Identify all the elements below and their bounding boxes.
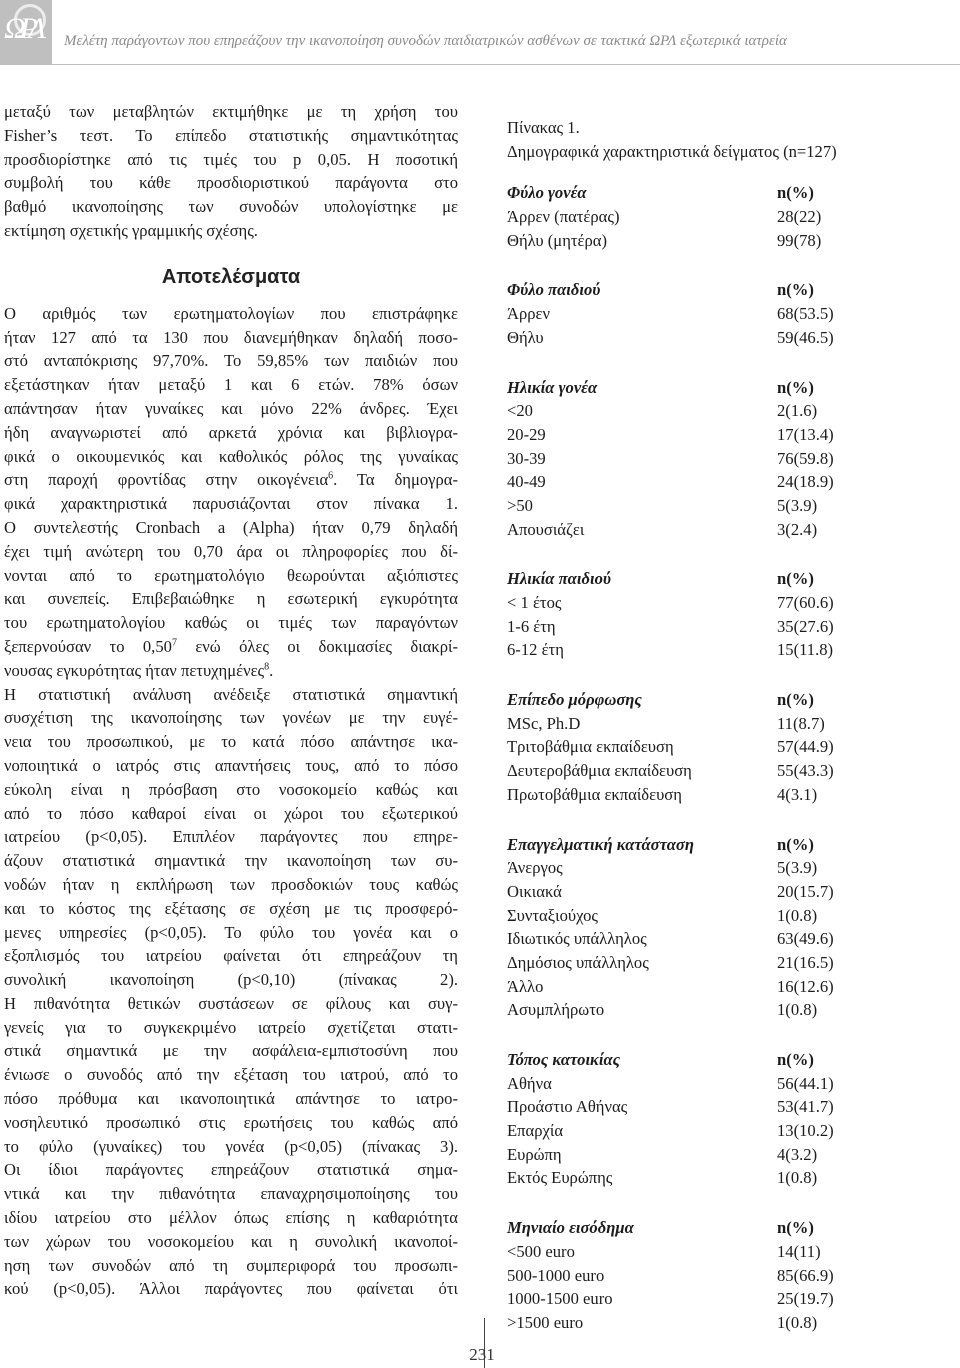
- results-paragraph: [4, 302, 458, 469]
- section-heading-results: Αποτελέσματα: [161, 265, 301, 288]
- running-title: Μελέτη παράγοντων που επηρεάζουν την ικανοποίηση συνοδών παιδιατρικών ασθένων σε τακτικά ΩΡΛ εξωτερικά ιατρεία: [64, 33, 787, 49]
- table-row: [507, 518, 957, 542]
- row-value: 5(3.9): [777, 495, 818, 515]
- text-line: εκτίμηση σχετικής γραμμικής σχέσης.: [4, 220, 258, 240]
- text-line: [4, 659, 458, 683]
- table-row: [507, 1166, 957, 1190]
- row-label: 6-12 έτη: [507, 640, 564, 660]
- table-group: [507, 278, 957, 349]
- table-body: [507, 181, 957, 1334]
- text-line: των χώρων του νοσοκομείου και η συνολική ικανοποί-: [4, 1231, 458, 1251]
- group-unit: n(%): [777, 1050, 814, 1070]
- row-value: 68(53.5): [777, 304, 834, 324]
- text-line: το φύλο (γυναίκες) του γονέα (p<0,05) (πίνακας 3).: [4, 1136, 458, 1156]
- group-unit: n(%): [777, 280, 814, 300]
- text-line: [4, 468, 458, 492]
- row-label: Αθήνα: [507, 1073, 552, 1093]
- journal-logo: [0, 0, 52, 64]
- row-label: <20: [507, 401, 533, 421]
- table-row: [507, 856, 957, 880]
- table-group-header: [507, 181, 957, 205]
- table-row: [507, 638, 957, 662]
- table-row: [507, 975, 957, 999]
- text-line: ένιωσε ο συνοδός από την εξέταση του ιατρού, από το: [4, 1065, 458, 1085]
- text-line: συμβολή του κάθε προσδιοριστικού παράγοντα στο: [4, 173, 458, 193]
- table-group-header: [507, 278, 957, 302]
- row-label: Ιδιωτικός υπάλληλος: [507, 929, 647, 949]
- table-group-header: [507, 376, 957, 400]
- row-label: Εκτός Ευρώπης: [507, 1168, 613, 1188]
- table-row: [507, 302, 957, 326]
- group-heading: Ηλικία παιδιού: [507, 569, 611, 589]
- text-line: ηση των συνοδών από τη συμπεριφορά του προσωπι-: [4, 1255, 458, 1275]
- text-line: Οι ίδιοι παράγοντες επηρεάζουν στατιστικά σημα-: [4, 1160, 458, 1180]
- row-label: MSc, Ph.D: [507, 713, 581, 733]
- text-line: ντικά και την πιθανότητα επαναχρησιμοποίησης του: [4, 1184, 458, 1204]
- row-value: 4(3.2): [777, 1144, 818, 1164]
- text-line: γενείς για το συγκεκριμένο ιατρείο σχετίζεται στατι-: [4, 1017, 458, 1037]
- text-line: νοποιητικά ο ιατρός στις απαντήσεις τους, από το πόσο: [4, 755, 458, 775]
- text-span: . Τα δημογρα-: [333, 470, 458, 490]
- results-paragraph: [4, 492, 458, 635]
- row-label: Επαρχία: [507, 1121, 564, 1141]
- row-value: 77(60.6): [777, 593, 834, 613]
- row-value: 28(22): [777, 207, 822, 227]
- group-unit: n(%): [777, 183, 814, 203]
- table-group-header: [507, 567, 957, 591]
- table-group: [507, 1216, 957, 1334]
- row-value: 13(10.2): [777, 1121, 834, 1141]
- row-value: 1(0.8): [777, 1312, 818, 1332]
- text-line: [4, 635, 458, 659]
- row-value: 17(13.4): [777, 424, 834, 444]
- text-line: συνολική ικανοποίηση (p<0,10) (πίνακας 2).: [4, 970, 458, 990]
- group-heading: Φύλο παιδιού: [507, 280, 601, 300]
- text-line: βαθμό ικανοποίησης των συνοδών υπολογίστηκε με: [4, 197, 458, 217]
- text-line: και το κόστος της εξέτασης σε σχέση με τις προσφερό-: [4, 898, 458, 918]
- group-heading: Επίπεδο μόρφωσης: [507, 690, 642, 710]
- table-row: [507, 229, 957, 253]
- intro-paragraph: [4, 100, 458, 243]
- group-unit: n(%): [777, 690, 814, 710]
- row-label: 30-39: [507, 448, 546, 468]
- group-unit: n(%): [777, 834, 814, 854]
- row-value: 1(0.8): [777, 905, 818, 925]
- text-line: του ερωτηματολογίου καθώς οι τιμές των παραγόντων: [4, 613, 458, 633]
- text-line: νοσηλευτικό προσωπικό στις ερωτήσεις του καθώς από: [4, 1112, 458, 1132]
- group-heading: Τόπος κατοικίας: [507, 1050, 621, 1070]
- group-unit: n(%): [777, 569, 814, 589]
- group-unit: n(%): [777, 377, 814, 397]
- text-line: εξοπλισμός του ιατρείου φαίνεται ότι επηρεάζουν τη: [4, 946, 458, 966]
- row-label: 500-1000 euro: [507, 1265, 605, 1285]
- table-row: [507, 951, 957, 975]
- text-line: από το πόσο καθαροί είναι οι χώροι του εξωτερικού: [4, 803, 458, 823]
- citation-ref: 7: [171, 637, 177, 649]
- text-line: Ο αριθμός των ερωτηματολογίων που επιστράφηκε: [4, 303, 458, 323]
- text-line: μεταξύ των μεταβλητών εκτιμήθηκε με τη χρήση του: [4, 102, 458, 121]
- row-value: 14(11): [777, 1241, 821, 1261]
- row-value: 53(41.7): [777, 1097, 834, 1117]
- row-label: >50: [507, 495, 533, 515]
- table-row: [507, 880, 957, 904]
- table-row: [507, 783, 957, 807]
- text-line: Η πιθανότητα θετικών συστάσεων σε φίλους και συγ-: [4, 993, 458, 1013]
- table-row: [507, 735, 957, 759]
- text-line: Η στατιστική ανάλυση ανέδειξε στατιστικά σημαντική: [4, 684, 458, 704]
- row-value: 35(27.6): [777, 616, 834, 636]
- row-label: Απουσιάζει: [507, 519, 585, 539]
- row-label: Θήλυ (μητέρα): [507, 230, 608, 250]
- table-row: [507, 712, 957, 736]
- row-value: 11(8.7): [777, 713, 825, 733]
- row-value: 25(19.7): [777, 1289, 834, 1309]
- body-text-column: [4, 100, 458, 1301]
- row-label: 1000-1500 euro: [507, 1289, 613, 1309]
- text-line: άζουν στατιστικά σημαντικά την ικανοποίηση των συ-: [4, 851, 458, 871]
- table-row: [507, 759, 957, 783]
- group-heading: Ηλικία γονέα: [507, 377, 598, 397]
- text-line: στικά σημαντικά με την ασφάλεια-εμπιστοσύνη που: [4, 1041, 458, 1061]
- row-label: Θήλυ: [507, 327, 544, 347]
- row-value: 2(1.6): [777, 401, 818, 421]
- row-value: 4(3.1): [777, 784, 818, 804]
- text-line: ιδίου ιατρείου στο μέλλον όπως επίσης η καθαριότητα: [4, 1208, 458, 1228]
- table-group: [507, 181, 957, 252]
- table-row: [507, 1264, 957, 1288]
- text-line: εύκολη είναι η πρόσβαση στο νοσοκομείο καθώς και: [4, 779, 458, 799]
- demographics-table: [507, 116, 957, 1335]
- table-group-header: [507, 833, 957, 857]
- text-line: προσδιορίστηκε από τις τιμές του p 0,05. Η ποσοτική: [4, 149, 458, 169]
- table-row: [507, 591, 957, 615]
- row-value: 1(0.8): [777, 1000, 818, 1020]
- running-header: [0, 0, 960, 88]
- table-row: [507, 1095, 957, 1119]
- row-label: Άλλο: [507, 976, 544, 996]
- table-group: [507, 833, 957, 1023]
- page-number: 231: [469, 1345, 495, 1364]
- table-row: [507, 927, 957, 951]
- table-row: [507, 1072, 957, 1096]
- row-value: 3(2.4): [777, 519, 818, 539]
- text-span: ενώ όλες οι δοκιμασίες διακρί-: [176, 636, 459, 656]
- row-label: Ασυμπλήρωτο: [507, 1000, 605, 1020]
- text-line: Ο συντελεστής Cronbach a (Alpha) ήταν 0,79 δηλαδή: [4, 517, 458, 537]
- table-row: [507, 998, 957, 1022]
- table-group-header: [507, 1048, 957, 1072]
- logo-text: ΩΡΛ: [4, 12, 41, 45]
- table-group: [507, 688, 957, 806]
- group-heading: Επαγγελματική κατάσταση: [507, 834, 694, 854]
- row-value: 55(43.3): [777, 761, 834, 781]
- row-value: 99(78): [777, 230, 822, 250]
- row-value: 16(12.6): [777, 976, 834, 996]
- row-value: 20(15.7): [777, 881, 834, 901]
- text-span: ξεπερνούσαν το 0,50: [4, 636, 172, 656]
- row-label: 1-6 έτη: [507, 616, 556, 636]
- header-rule: [0, 64, 960, 65]
- group-unit: n(%): [777, 1218, 814, 1238]
- row-value: 56(44.1): [777, 1073, 834, 1093]
- row-label: < 1 έτος: [507, 593, 562, 613]
- text-line: ήταν 127 από τα 130 που διανεμήθηκαν δηλαδή ποσο-: [4, 327, 458, 347]
- table-row: [507, 1240, 957, 1264]
- row-value: 63(49.6): [777, 929, 834, 949]
- row-label: Άρρεν: [507, 304, 551, 324]
- table-caption-title: Δημογραφικά χαρακτηριστικά δείγματος (n=127): [507, 141, 837, 161]
- text-line: νοδών ήταν η εκπλήρωση των προσδοκιών τους καθώς: [4, 874, 458, 894]
- row-value: 76(59.8): [777, 448, 834, 468]
- row-label: Δευτεροβάθμια εκπαίδευση: [507, 761, 692, 781]
- text-line: φικά χαρακτηριστικά παρυσιάζονται στον πίνακα 1.: [4, 494, 458, 514]
- group-heading: Μηνιαίο εισόδημα: [507, 1218, 634, 1238]
- row-label: Τριτοβάθμια εκπαίδευση: [507, 737, 674, 757]
- text-line: ιατρείου (p<0,05). Επιπλέον παράγοντες που επηρε-: [4, 827, 458, 847]
- text-line: ήδη αναγνωριστεί από αρκετά χρόνια και βιβλιογρα-: [4, 422, 458, 442]
- table-row: [507, 1119, 957, 1143]
- table-group-header: [507, 1216, 957, 1240]
- results-paragraph: [4, 683, 458, 1302]
- row-label: 40-49: [507, 472, 546, 492]
- table-row: [507, 1143, 957, 1167]
- text-line: πόσο πρόθυμα και ικανοποιητικά απάντησε το ιατρο-: [4, 1089, 458, 1109]
- text-line: νεια του προσωπικού, με το κατά πόσο απάντησε ικα-: [4, 732, 458, 752]
- text-line: νονται από το ερωτηματολόγιο θεωρούνται αξιόπιστες: [4, 565, 458, 585]
- table-row: [507, 470, 957, 494]
- row-label: Συνταξιούχος: [507, 905, 598, 925]
- row-value: 57(44.9): [777, 737, 834, 757]
- row-label: Προάστιο Αθήνας: [507, 1097, 628, 1117]
- table-row: [507, 423, 957, 447]
- row-value: 5(3.9): [777, 858, 818, 878]
- row-label: 20-29: [507, 424, 546, 444]
- row-label: Οικιακά: [507, 881, 562, 901]
- table-row: [507, 1311, 957, 1335]
- text-line: και συνεπείς. Επιβεβαιώθηκε η εσωτερική εγκυρότητα: [4, 589, 458, 609]
- row-value: 59(46.5): [777, 327, 834, 347]
- row-label: <500 euro: [507, 1241, 575, 1261]
- text-line: απάντησαν ήταν γυναίκες και μόνο 22% άνδρες. Έχει: [4, 398, 458, 418]
- row-label: Πρωτοβάθμια εκπαίδευση: [507, 784, 682, 804]
- citation-ref: 8: [264, 661, 270, 673]
- table-row: [507, 399, 957, 423]
- text-line: στό ανταπόκρισης 97,70%. Το 59,85% των παιδιών που: [4, 351, 458, 371]
- table-row: [507, 1287, 957, 1311]
- citation-ref: 6: [328, 470, 334, 482]
- table-group: [507, 1048, 957, 1190]
- row-label: Ευρώπη: [507, 1144, 562, 1164]
- table-group: [507, 376, 957, 542]
- text-line: Fisher’s τεστ. Το επίπεδο στατιστικής σημαντικότητας: [4, 125, 458, 145]
- row-value: 1(0.8): [777, 1168, 818, 1188]
- table-row: [507, 205, 957, 229]
- row-label: Άρρεν (πατέρας): [507, 207, 620, 227]
- table-caption-number: Πίνακας 1.: [507, 118, 580, 137]
- row-value: 15(11.8): [777, 640, 834, 660]
- text-line: έχει τιμή ανώτερη του 0,70 άρα οι πληροφορίες που δί-: [4, 541, 458, 561]
- text-line: κού (p<0,05). Άλλοι παράγοντες που φαίνεται ότι: [4, 1279, 458, 1299]
- text-span: .: [269, 660, 274, 680]
- text-line: συσχέτιση της ικανοποίησης των γονέων με την ευγέ-: [4, 708, 458, 728]
- row-value: 21(16.5): [777, 952, 834, 972]
- table-row: [507, 494, 957, 518]
- row-label: Άνεργος: [507, 858, 563, 878]
- text-span: στη παροχή φροντίδας στην οικογένεια: [4, 470, 329, 490]
- text-line: εξετάστηκαν ήταν μεταξύ 1 και 6 ετών. 78% όσων: [4, 375, 458, 395]
- table-group-header: [507, 688, 957, 712]
- text-span: νουσας εγκυρότητας ήταν πετυχημένες: [4, 660, 265, 680]
- table-row: [507, 326, 957, 350]
- row-value: 24(18.9): [777, 472, 834, 492]
- table-group: [507, 567, 957, 662]
- row-label: >1500 euro: [507, 1312, 584, 1332]
- row-value: 85(66.9): [777, 1265, 834, 1285]
- table-row: [507, 447, 957, 471]
- text-line: φικά ο οικουμενικός και καθολικός ρόλος της γυναίκας: [4, 446, 458, 466]
- text-line: μενες υπηρεσίες (p<0,05). Το φύλο του γονέα και ο: [4, 922, 458, 942]
- group-heading: Φύλο γονέα: [507, 183, 587, 203]
- table-row: [507, 904, 957, 928]
- row-label: Δημόσιος υπάλληλος: [507, 952, 649, 972]
- table-row: [507, 615, 957, 639]
